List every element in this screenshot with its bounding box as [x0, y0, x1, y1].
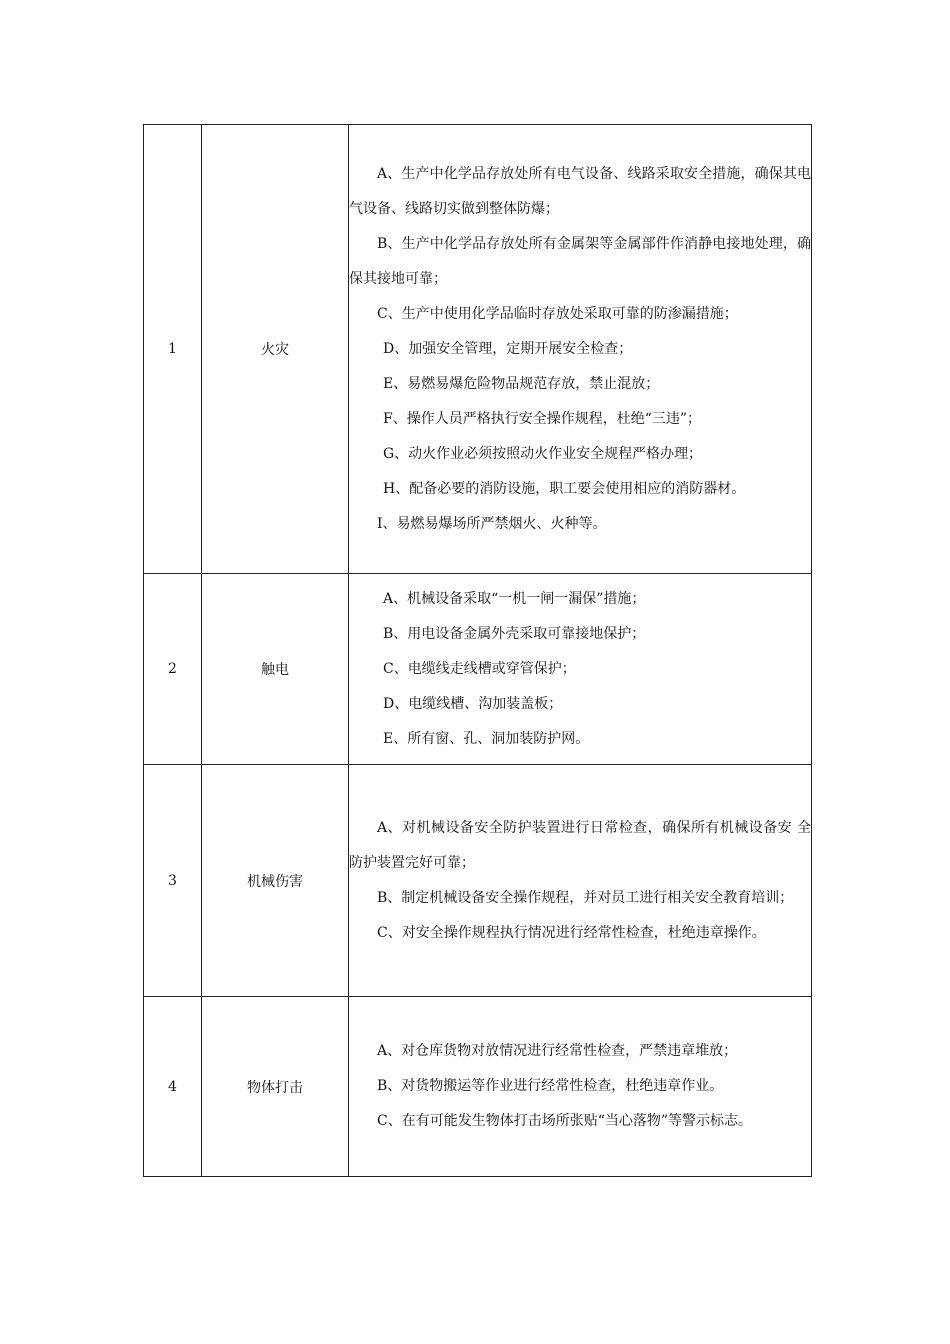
measure-item: D、加强安全管理，定期开展安全检查； [383, 340, 633, 357]
row-number: 1 [144, 125, 202, 574]
measure-item: A、对机械设备安全防护装置进行日常检查，确保所有机械设备安 全防护装置完好可靠； [349, 819, 811, 871]
table-row [144, 997, 812, 1177]
table-row [144, 125, 812, 574]
measure-item: C、生产中使用化学品临时存放处采取可靠的防渗漏措施； [377, 305, 738, 322]
measures-cell [349, 574, 812, 765]
row-number: 3 [144, 765, 202, 997]
row-number: 4 [144, 997, 202, 1177]
measure-item: B、用电设备金属外壳采取可靠接地保护； [383, 625, 646, 642]
measure-item: A、生产中化学品存放处所有电气设备、线路采取安全措施，确保其电气设备、线路切实做到整体防爆； [349, 165, 811, 217]
table-row [144, 574, 812, 765]
hazard-type: 火灾 [202, 125, 349, 574]
measure-item: H、配备必要的消防设施，职工要会使用相应的消防器材。 [383, 480, 746, 497]
measure-item: B、对货物搬运等作业进行经常性检查，杜绝违章作业。 [377, 1078, 724, 1094]
measure-item: A、机械设备采取“一机一闸一漏保”措施； [383, 590, 646, 607]
measure-item: C、电缆线走线槽或穿管保护； [383, 660, 576, 677]
measure-item: G、动火作业必须按照动火作业安全规程严格办理； [383, 445, 703, 462]
measure-item: B、制定机械设备安全操作规程，并对员工进行相关安全教育培训； [377, 889, 794, 906]
measures-cell [349, 125, 812, 574]
measure-item: C、对安全操作规程执行情况进行经常性检查，杜绝违章操作。 [377, 924, 766, 941]
measures-cell [349, 765, 812, 997]
measure-item: B、生产中化学品存放处所有金属架等金属部件作消静电接地处理，确保其接地可靠； [349, 235, 811, 287]
hazard-measures-table [143, 124, 812, 1177]
measure-item: E、易燃易爆危险物品规范存放，禁止混放； [383, 375, 660, 392]
measure-item: F、操作人员严格执行安全操作规程，杜绝“三违”； [383, 410, 702, 427]
measure-item: I、易燃易爆场所严禁烟火、火种等。 [377, 515, 607, 532]
measures-cell [349, 997, 812, 1177]
measure-item: A、对仓库货物对放情况进行经常性检查，严禁违章堆放； [377, 1043, 738, 1059]
hazard-type: 机械伤害 [202, 765, 349, 997]
measure-item: E、所有窗、孔、洞加装防护网。 [383, 730, 590, 747]
row-number: 2 [144, 574, 202, 765]
hazard-type: 物体打击 [202, 997, 349, 1177]
hazard-type: 触电 [202, 574, 349, 765]
measure-item: C、在有可能发生物体打击场所张贴“当心落物”等警示标志。 [377, 1113, 753, 1129]
measure-item: D、电缆线槽、沟加装盖板； [383, 695, 563, 712]
table-row [144, 765, 812, 997]
